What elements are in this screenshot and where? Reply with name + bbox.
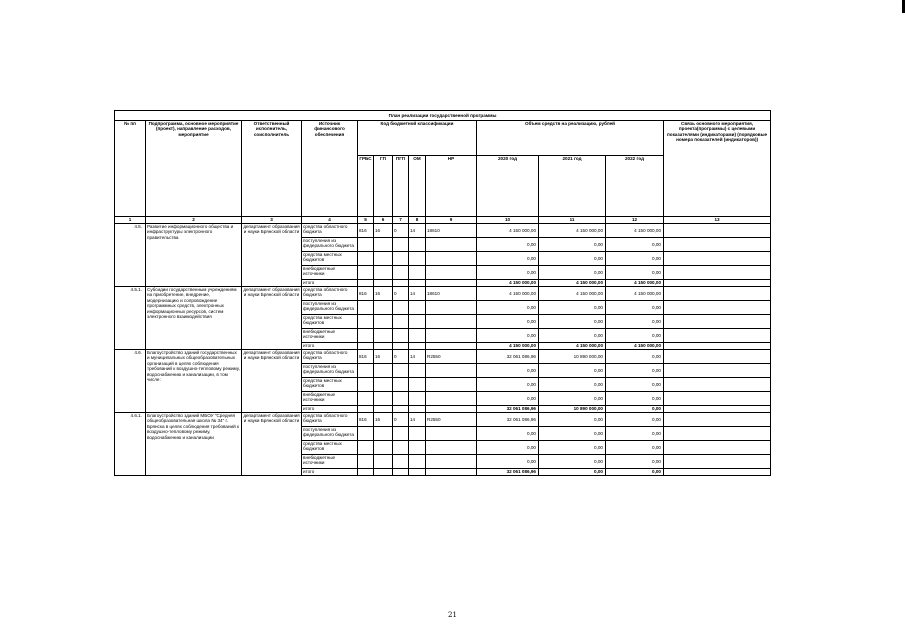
row-number: 4.6. xyxy=(115,350,146,413)
code-gp xyxy=(374,343,393,350)
row-number: 4.5.1. xyxy=(115,287,146,350)
code-grbs xyxy=(358,427,374,441)
funding-source: итого xyxy=(302,280,358,287)
responsible-executor: департамент образования и науки Брянской области xyxy=(242,413,302,476)
amount-2022: 0,00 xyxy=(606,441,664,455)
code-gp: 16 xyxy=(374,224,393,238)
code-om xyxy=(409,441,426,455)
indicator-link xyxy=(664,406,771,413)
code-grbs xyxy=(358,252,374,266)
code-pgp xyxy=(393,280,409,287)
code-grbs xyxy=(358,469,374,476)
code-grbs xyxy=(358,343,374,350)
indicator-link xyxy=(664,413,771,427)
amount-2021: 0,00 xyxy=(539,238,606,252)
column-number: 6 xyxy=(374,217,393,224)
code-pgp xyxy=(393,378,409,392)
code-om xyxy=(409,280,426,287)
amount-2021: 0,00 xyxy=(539,469,606,476)
amount-2021: 10 890 000,00 xyxy=(539,406,606,413)
code-nr xyxy=(426,238,477,252)
amount-2020: 0,00 xyxy=(477,329,539,343)
column-number: 11 xyxy=(539,217,606,224)
code-grbs xyxy=(358,329,374,343)
code-nr xyxy=(426,427,477,441)
code-om xyxy=(409,329,426,343)
code-grbs: 816 xyxy=(358,224,374,238)
indicator-link xyxy=(664,441,771,455)
amount-2020: 4 150 000,00 xyxy=(477,280,539,287)
column-number: 8 xyxy=(409,217,426,224)
code-grbs xyxy=(358,301,374,315)
code-gp: 16 xyxy=(374,413,393,427)
code-pgp: 0 xyxy=(393,350,409,364)
amount-2021: 0,00 xyxy=(539,252,606,266)
amount-2020: 0,00 xyxy=(477,427,539,441)
funding-source: поступления из федерального бюджета xyxy=(302,238,358,252)
indicator-link xyxy=(664,343,771,350)
code-pgp xyxy=(393,315,409,329)
code-om xyxy=(409,427,426,441)
code-gp xyxy=(374,469,393,476)
code-gp xyxy=(374,280,393,287)
code-nr xyxy=(426,266,477,280)
amount-2021: 0,00 xyxy=(539,364,606,378)
amount-2021: 4 150 000,00 xyxy=(539,287,606,301)
code-om xyxy=(409,378,426,392)
page-number: 21 xyxy=(448,611,457,619)
amount-2022: 0,00 xyxy=(606,427,664,441)
funding-source: внебюджетные источники xyxy=(302,455,358,469)
code-gp xyxy=(374,315,393,329)
amount-2020: 0,00 xyxy=(477,266,539,280)
amount-2020: 0,00 xyxy=(477,238,539,252)
column-number-row xyxy=(115,217,771,224)
funding-source: поступления из федерального бюджета xyxy=(302,427,358,441)
header-year-2022: 2022 год xyxy=(606,156,664,217)
amount-2022: 0,00 xyxy=(606,350,664,364)
indicator-link xyxy=(664,455,771,469)
responsible-executor: департамент образования и науки Брянской области xyxy=(242,287,302,350)
code-gp xyxy=(374,427,393,441)
amount-2021: 0,00 xyxy=(539,378,606,392)
code-nr xyxy=(426,469,477,476)
header-year-2020: 2020 год xyxy=(477,156,539,217)
amount-2022: 0,00 xyxy=(606,252,664,266)
amount-2022: 4 150 000,00 xyxy=(606,280,664,287)
header-subprogram: Подпрограмма, основное мероприятие (проект), направление расходов, мероприятие xyxy=(146,121,242,217)
code-nr xyxy=(426,280,477,287)
code-om xyxy=(409,455,426,469)
amount-2022: 0,00 xyxy=(606,378,664,392)
code-nr: R2550 xyxy=(426,350,477,364)
funding-source: поступления из федерального бюджета xyxy=(302,364,358,378)
code-pgp xyxy=(393,266,409,280)
code-om xyxy=(409,364,426,378)
code-nr xyxy=(426,329,477,343)
indicator-link xyxy=(664,378,771,392)
code-grbs: 816 xyxy=(358,287,374,301)
code-pgp: 0 xyxy=(393,224,409,238)
indicator-link xyxy=(664,329,771,343)
code-gp: 16 xyxy=(374,350,393,364)
code-gp xyxy=(374,252,393,266)
indicator-link xyxy=(664,280,771,287)
code-gp xyxy=(374,266,393,280)
header-om: ОМ xyxy=(409,156,426,217)
amount-2021: 0,00 xyxy=(539,315,606,329)
code-nr xyxy=(426,315,477,329)
amount-2020: 4 150 000,00 xyxy=(477,287,539,301)
code-gp xyxy=(374,364,393,378)
code-nr xyxy=(426,406,477,413)
code-nr xyxy=(426,301,477,315)
code-nr: 18610 xyxy=(426,287,477,301)
code-pgp xyxy=(393,441,409,455)
indicator-link xyxy=(664,287,771,301)
amount-2021: 10 890 000,00 xyxy=(539,350,606,364)
amount-2022: 0,00 xyxy=(606,455,664,469)
measure-name: Развитие информационного общества и инфраструктуры электронного правительства xyxy=(146,224,242,287)
indicator-link xyxy=(664,315,771,329)
funding-source: средства областного бюджета xyxy=(302,350,358,364)
amount-2020: 0,00 xyxy=(477,364,539,378)
code-pgp xyxy=(393,238,409,252)
table-row xyxy=(115,413,771,427)
responsible-executor: департамент образования и науки Брянской области xyxy=(242,350,302,413)
amount-2020: 0,00 xyxy=(477,252,539,266)
funding-source: средства местных бюджетов xyxy=(302,441,358,455)
amount-2021: 0,00 xyxy=(539,441,606,455)
column-number: 12 xyxy=(606,217,664,224)
funding-source: средства местных бюджетов xyxy=(302,315,358,329)
funding-source: поступления из федерального бюджета xyxy=(302,301,358,315)
row-number: 4.5. xyxy=(115,224,146,287)
amount-2020: 0,00 xyxy=(477,301,539,315)
header-nr: НР xyxy=(426,156,477,217)
column-number: 4 xyxy=(302,217,358,224)
indicator-link xyxy=(664,252,771,266)
code-pgp xyxy=(393,427,409,441)
code-nr: 18610 xyxy=(426,224,477,238)
table-title: План реализации государственной программы xyxy=(115,111,771,121)
amount-2021: 0,00 xyxy=(539,427,606,441)
column-number: 7 xyxy=(393,217,409,224)
code-om xyxy=(409,238,426,252)
code-pgp xyxy=(393,455,409,469)
funding-source: средства местных бюджетов xyxy=(302,378,358,392)
header-pgp: ПГП xyxy=(393,156,409,217)
code-om: 14 xyxy=(409,413,426,427)
code-grbs xyxy=(358,238,374,252)
amount-2022: 4 150 000,00 xyxy=(606,224,664,238)
amount-2022: 0,00 xyxy=(606,329,664,343)
header-link: Связь основного мероприятия, проекта(программы) с целевыми показателями (индикаторами) (порядковые номера показателей (индикаторов)) xyxy=(664,121,771,217)
header-grbs: ГРБС xyxy=(358,156,374,217)
amount-2020: 0,00 xyxy=(477,441,539,455)
code-nr xyxy=(426,392,477,406)
table-row xyxy=(115,224,771,238)
code-pgp xyxy=(393,406,409,413)
indicator-link xyxy=(664,469,771,476)
responsible-executor: департамент образования и науки Брянской области xyxy=(242,224,302,287)
code-pgp: 0 xyxy=(393,413,409,427)
amount-2021: 0,00 xyxy=(539,392,606,406)
code-grbs xyxy=(358,364,374,378)
code-gp xyxy=(374,238,393,252)
code-grbs xyxy=(358,266,374,280)
amount-2022: 0,00 xyxy=(606,406,664,413)
amount-2020: 0,00 xyxy=(477,392,539,406)
code-om xyxy=(409,406,426,413)
code-grbs xyxy=(358,315,374,329)
amount-2022: 4 150 000,00 xyxy=(606,287,664,301)
code-nr: R2550 xyxy=(426,413,477,427)
amount-2020: 32 061 086,96 xyxy=(477,413,539,427)
code-pgp xyxy=(393,343,409,350)
column-number: 1 xyxy=(115,217,146,224)
measure-name: Благоустройство зданий государственных и муниципальных общеобразовательных организаций в целях соблюдения требований к воздушно-тепловому режиму, водоснабжению и канализации, в том числе: xyxy=(146,350,242,413)
amount-2021: 0,00 xyxy=(539,413,606,427)
amount-2022: 0,00 xyxy=(606,413,664,427)
code-om xyxy=(409,252,426,266)
code-gp: 16 xyxy=(374,287,393,301)
code-grbs: 816 xyxy=(358,413,374,427)
indicator-link xyxy=(664,364,771,378)
amount-2022: 0,00 xyxy=(606,364,664,378)
code-grbs xyxy=(358,392,374,406)
table-row xyxy=(115,350,771,364)
code-nr xyxy=(426,252,477,266)
header-budget-code: Код бюджетной классификации xyxy=(358,121,477,156)
code-gp xyxy=(374,455,393,469)
indicator-link xyxy=(664,427,771,441)
code-pgp xyxy=(393,364,409,378)
amount-2022: 0,00 xyxy=(606,301,664,315)
amount-2020: 4 150 000,00 xyxy=(477,224,539,238)
amount-2020: 0,00 xyxy=(477,455,539,469)
header-responsible: Ответственный исполнитель, соисполнитель xyxy=(242,121,302,217)
column-number: 9 xyxy=(426,217,477,224)
amount-2022: 0,00 xyxy=(606,469,664,476)
code-grbs xyxy=(358,455,374,469)
code-gp xyxy=(374,406,393,413)
code-om xyxy=(409,301,426,315)
code-gp xyxy=(374,441,393,455)
row-number: 4.6.1. xyxy=(115,413,146,476)
amount-2020: 32 061 086,96 xyxy=(477,350,539,364)
code-pgp xyxy=(393,392,409,406)
header-gp: ГП xyxy=(374,156,393,217)
column-number: 10 xyxy=(477,217,539,224)
amount-2021: 4 150 000,00 xyxy=(539,280,606,287)
code-om xyxy=(409,315,426,329)
code-grbs xyxy=(358,441,374,455)
code-gp xyxy=(374,329,393,343)
funding-source: средства областного бюджета xyxy=(302,224,358,238)
code-om xyxy=(409,392,426,406)
code-pgp: 0 xyxy=(393,287,409,301)
funding-source: итого xyxy=(302,469,358,476)
column-number: 5 xyxy=(358,217,374,224)
code-nr xyxy=(426,364,477,378)
code-om: 14 xyxy=(409,350,426,364)
indicator-link xyxy=(664,266,771,280)
code-nr xyxy=(426,378,477,392)
code-pgp xyxy=(393,252,409,266)
column-number: 3 xyxy=(242,217,302,224)
code-om xyxy=(409,469,426,476)
header-year-2021: 2021 год xyxy=(539,156,606,217)
funding-source: итого xyxy=(302,343,358,350)
indicator-link xyxy=(664,392,771,406)
code-om: 14 xyxy=(409,224,426,238)
amount-2021: 0,00 xyxy=(539,329,606,343)
indicator-link xyxy=(664,350,771,364)
table-row xyxy=(115,287,771,301)
amount-2022: 4 150 000,00 xyxy=(606,343,664,350)
code-pgp xyxy=(393,329,409,343)
code-nr xyxy=(426,455,477,469)
amount-2021: 0,00 xyxy=(539,301,606,315)
code-grbs xyxy=(358,378,374,392)
amount-2020: 0,00 xyxy=(477,378,539,392)
funding-source: итого xyxy=(302,406,358,413)
code-nr xyxy=(426,343,477,350)
code-om: 14 xyxy=(409,287,426,301)
header-volume: Объем средств на реализацию, рублей xyxy=(477,121,664,156)
code-om xyxy=(409,266,426,280)
amount-2021: 4 150 000,00 xyxy=(539,343,606,350)
measure-name: Субсидии государственным учреждениям на приобретение, внедрение, модернизацию и сопровождение программных средств, электронных информационных ресурсов, систем электронного взаимодействия xyxy=(146,287,242,350)
funding-source: внебюджетные источники xyxy=(302,392,358,406)
funding-source: средства областного бюджета xyxy=(302,287,358,301)
code-grbs: 816 xyxy=(358,350,374,364)
code-gp xyxy=(374,392,393,406)
code-pgp xyxy=(393,301,409,315)
amount-2022: 0,00 xyxy=(606,392,664,406)
measure-name: Благоустройство зданий МБОУ "Средняя общеобразовательная школа № 34" г. Брянска в целях соблюдения требований к воздушно-тепловому режиму, водоснабжению и канализации xyxy=(146,413,242,476)
code-grbs xyxy=(358,280,374,287)
code-nr xyxy=(426,441,477,455)
program-plan-table xyxy=(114,110,771,476)
amount-2020: 0,00 xyxy=(477,315,539,329)
amount-2021: 4 150 000,00 xyxy=(539,224,606,238)
column-number: 13 xyxy=(664,217,771,224)
indicator-link xyxy=(664,224,771,238)
indicator-link xyxy=(664,301,771,315)
funding-source: средства областного бюджета xyxy=(302,413,358,427)
amount-2021: 0,00 xyxy=(539,266,606,280)
funding-source: внебюджетные источники xyxy=(302,266,358,280)
indicator-link xyxy=(664,238,771,252)
code-grbs xyxy=(358,406,374,413)
amount-2022: 0,00 xyxy=(606,238,664,252)
header-sources: Источник финансового обеспечения xyxy=(302,121,358,217)
code-gp xyxy=(374,301,393,315)
funding-source: средства местных бюджетов xyxy=(302,252,358,266)
funding-source: внебюджетные источники xyxy=(302,329,358,343)
amount-2022: 0,00 xyxy=(606,315,664,329)
code-om xyxy=(409,343,426,350)
amount-2020: 32 061 086,96 xyxy=(477,469,539,476)
amount-2020: 4 150 000,00 xyxy=(477,343,539,350)
amount-2022: 0,00 xyxy=(606,266,664,280)
code-pgp xyxy=(393,469,409,476)
code-gp xyxy=(374,378,393,392)
header-num: № пп xyxy=(115,121,146,217)
column-number: 2 xyxy=(146,217,242,224)
amount-2021: 0,00 xyxy=(539,455,606,469)
amount-2020: 32 061 086,96 xyxy=(477,406,539,413)
